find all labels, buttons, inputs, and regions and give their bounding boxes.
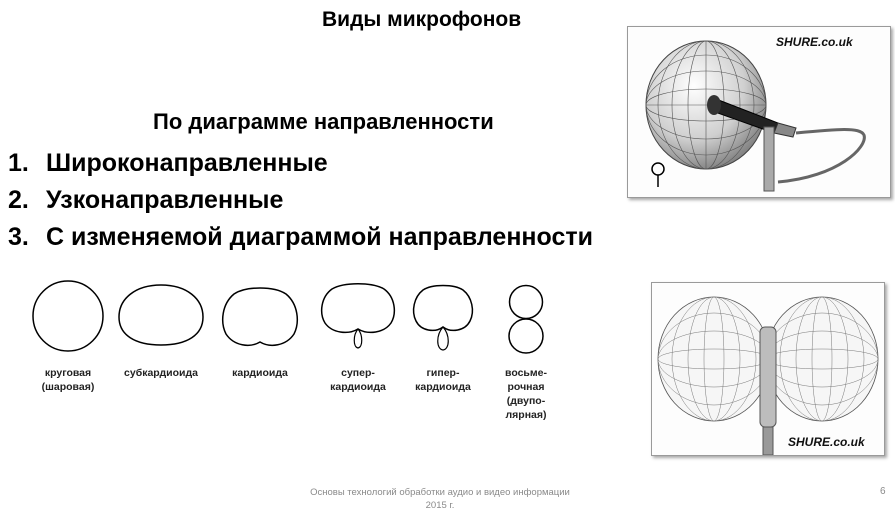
slide-subtitle: По диаграмме направленности xyxy=(153,109,494,134)
cardioid-pattern-icon xyxy=(220,284,300,350)
shure-logo: SHURE.co.uk xyxy=(788,435,865,449)
list-item xyxy=(8,145,593,182)
slide-footer: Основы технологий обработки аудио и видео информации 2015 г. xyxy=(310,487,570,511)
cardioid-microphone-image xyxy=(627,26,891,198)
figure-eight-sphere-illustration xyxy=(652,283,884,455)
pattern-label: субкардиоида xyxy=(124,367,198,379)
page-number: 6 xyxy=(880,486,886,497)
list-number: 1. xyxy=(8,149,29,177)
list-text: Узконаправленные xyxy=(46,186,284,214)
list-number: 3. xyxy=(8,223,29,251)
supercardioid-pattern-icon xyxy=(318,281,398,353)
list-item xyxy=(8,219,593,256)
hypercardioid-pattern-icon xyxy=(410,283,476,355)
cardioid-sphere-illustration xyxy=(628,27,890,197)
list-item xyxy=(8,182,593,219)
pattern-label: гипер- кардиоида xyxy=(415,367,471,393)
slide-title: Виды микрофонов xyxy=(322,8,522,31)
list-number: 2. xyxy=(8,186,29,214)
subcardioid-pattern-icon xyxy=(115,281,207,351)
pattern-label: восьме- рочная (двупо- лярная) xyxy=(505,367,547,421)
pattern-label: круговая (шаровая) xyxy=(41,367,95,393)
list-text: Широконаправленные xyxy=(46,149,328,177)
pattern-label: кардиоида xyxy=(232,367,288,379)
figure-eight-microphone-image xyxy=(651,282,885,456)
pattern-label: супер- кардиоида xyxy=(330,367,386,393)
list-text: С изменяемой диаграммой направленности xyxy=(46,223,593,251)
omnidirectional-pattern-icon xyxy=(30,278,106,354)
shure-logo: SHURE.co.uk xyxy=(776,35,853,49)
type-list xyxy=(8,145,593,256)
figure-eight-pattern-icon xyxy=(505,284,547,356)
